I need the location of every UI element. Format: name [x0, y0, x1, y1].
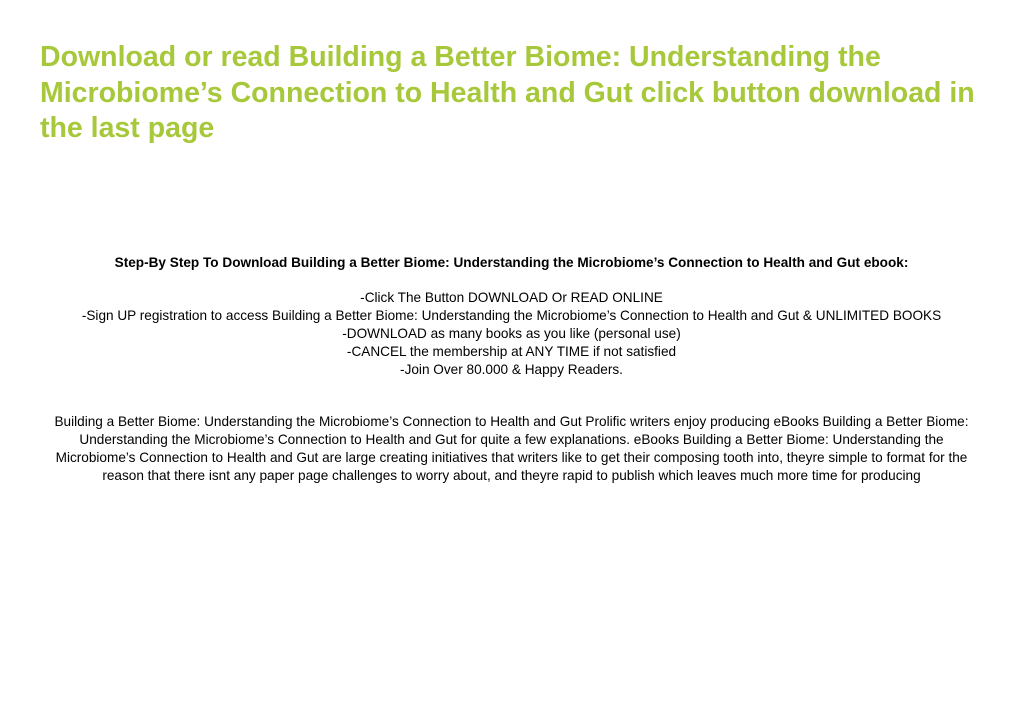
body-paragraph: Building a Better Biome: Understanding the Microbiome’s Connection to Health and Gut Prolific writers enjoy producing eBooks Building a Better Biome: Understanding the Microbiome’s Connection to Health and Gut for quite a few explanations. eBooks Building a Better Biome: Understanding the Microbiome’s Connection to Health and Gut are large creating initiatives that writers like to get their composing tooth into, theyre simple to format for the reason that there isnt any paper page challenges to worry about, and theyre rapid to publish which leaves much more time for producing [54, 414, 969, 483]
step-item-click-button: -Click The Button DOWNLOAD Or READ ONLINE [360, 290, 663, 305]
step-item-sign-up: -Sign UP registration to access Building a Better Biome: Understanding the Microbiome’s Connection to Health and Gut & UNLIMITED BOOKS [81, 308, 942, 323]
steps-heading: Step-By Step To Download Building a Better Biome: Understanding the Microbiome’s Connection to Health and Gut ebook: [114, 255, 909, 270]
step-item-cancel: -CANCEL the membership at ANY TIME if not satisfied [346, 344, 677, 359]
page-title: Download or read Building a Better Biome: Understanding the Microbiome’s Connection to Health and Gut click button download in the last page [40, 41, 975, 144]
step-item-download: -DOWNLOAD as many books as you like (personal use) [342, 326, 681, 341]
step-item-join: -Join Over 80.000 & Happy Readers. [400, 362, 623, 377]
steps-list [0, 289, 1023, 379]
